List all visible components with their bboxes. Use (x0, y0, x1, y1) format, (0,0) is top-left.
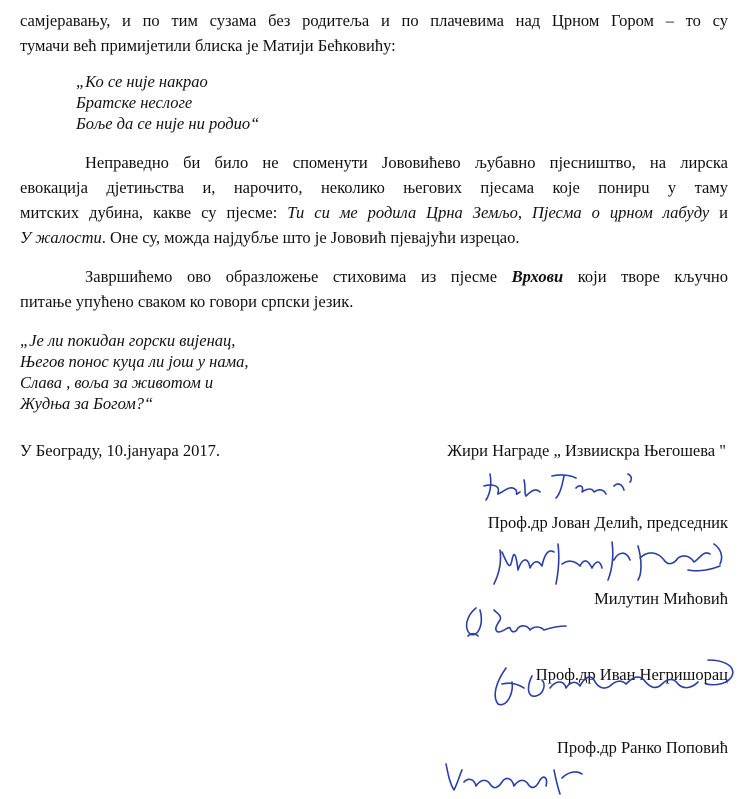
jury-member-4: Проф.др Ранко Поповић (556, 738, 728, 757)
paragraph-3-line-1 (20, 264, 728, 289)
verse-2-line: „Је ли покидан горски вијенац, (20, 331, 236, 350)
paragraph-2-line-4 (20, 225, 728, 250)
poem-title: У жалости (20, 228, 102, 247)
jury-member-1: Проф.др Јован Делић, председник (487, 513, 728, 532)
paragraph-1-line-2: тумачи већ примијетили блиска је Матији Бећковићу: (20, 36, 396, 55)
verse-2-line: Жудња за Богом?“ (20, 394, 154, 413)
conjunction: и (709, 203, 728, 222)
signature-1-image (480, 466, 650, 506)
paragraph-2-line-2: евокација дјетињства и, нарочито, неколико његових пјесама које понирu у таму (20, 178, 728, 197)
paragraph-1 (20, 8, 728, 58)
paragraph-2-text: митских дубина, какве су пјесме: (20, 203, 288, 222)
jury-heading: Жири Награде „ Извиискра Његошева " (447, 441, 726, 460)
verse-1-line: Боље да се није ни родио“ (76, 114, 260, 133)
paragraph-2-line-3 (20, 200, 728, 225)
signature-5-image (436, 760, 596, 799)
paragraph-3 (20, 264, 728, 314)
signature-2-image (488, 530, 738, 590)
poem-title: Врхови (511, 267, 564, 286)
comma: , (517, 203, 532, 222)
place-date: У Београду, 10.јануара 2017. (20, 441, 220, 460)
paragraph-2 (20, 150, 728, 250)
signature-4-image (480, 654, 745, 714)
jury-member-3: Проф.др Иван Негришорац (535, 665, 728, 684)
poem-title: Ти си ме родила Црна Земљо (287, 203, 518, 222)
poem-title: Пјесма о црном лабуду (531, 203, 710, 222)
paragraph-3-text: који творе кључно (563, 267, 728, 286)
paragraph-2-text: . Оне су, можда најдубље што је Јововић пјевајући изрецао. (101, 228, 520, 247)
verse-2-line: Његов понос куца ли још у нама, (20, 352, 249, 371)
paragraph-3-text: Завршићемо ово образложење стиховима из пјесме (85, 267, 512, 286)
paragraph-3-line-2: питање упућено сваком ко говори српски језик. (20, 292, 354, 311)
verse-1-line: Братске неслоге (76, 93, 193, 112)
verse-quote-1 (76, 71, 259, 134)
signature-3-image (458, 598, 598, 648)
jury-member-2: Милутин Мићовић (594, 589, 728, 608)
paragraph-2-line-1: Неправедно би било не споменути Јововићево љубавно пјесништво, на лирска (85, 153, 728, 172)
paragraph-1-line-1: самјеравању, и по тим сузама без родитеља и по плачевима над Црном Гором – то су (20, 11, 728, 30)
verse-2-line: Слава , воља за животом и (20, 373, 214, 392)
verse-quote-2 (20, 330, 249, 414)
verse-1-line: „Ко се није накрао (76, 72, 208, 91)
